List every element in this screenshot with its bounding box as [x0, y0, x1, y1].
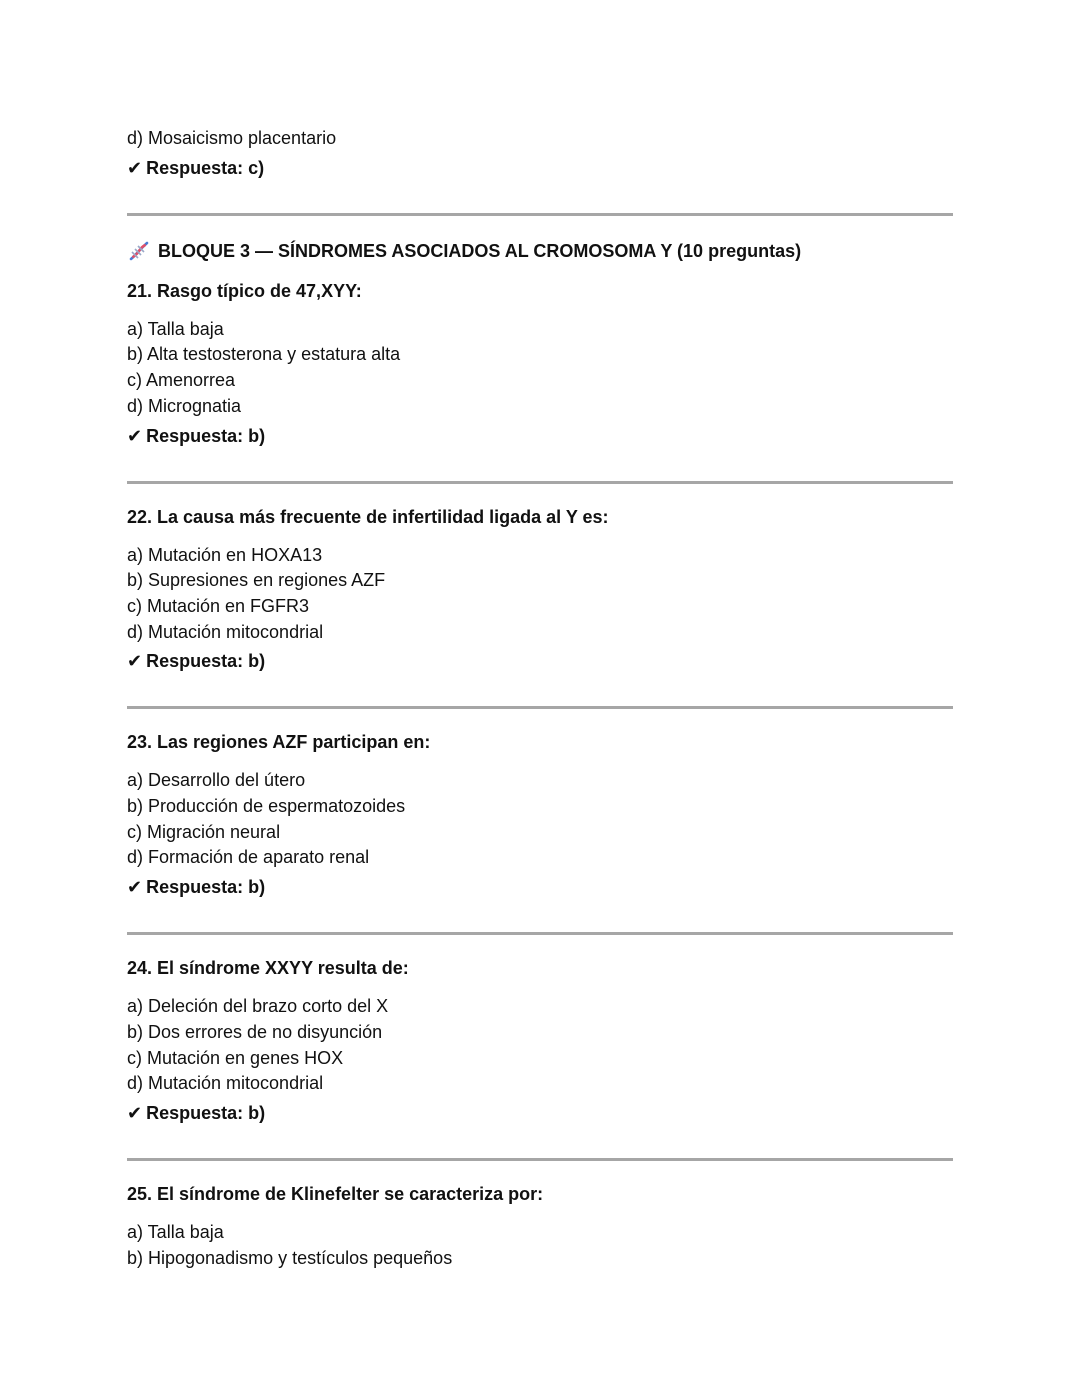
option-c: c) Amenorrea — [127, 370, 236, 391]
checkmark-icon: ✔ — [127, 877, 143, 899]
question-title: 24. El síndrome XXYY resulta de: — [127, 958, 409, 979]
option-b: b) Hipogonadismo y testículos pequeños — [127, 1247, 453, 1268]
question-options — [127, 1220, 953, 1271]
document-page — [127, 124, 953, 1271]
question-20-tail — [127, 126, 953, 183]
answer-line — [127, 873, 953, 902]
answer-line — [127, 1099, 953, 1128]
answer-line — [127, 422, 953, 451]
checkmark-icon: ✔ — [127, 651, 143, 673]
option-b: b) Producción de espermatozoides — [127, 796, 406, 817]
option-d: d) Mosaicismo placentario — [127, 128, 337, 148]
block-title: BLOQUE 3 — SÍNDROMES ASOCIADOS AL CROMOSOMA Y (10 preguntas) — [158, 240, 802, 261]
option-a: a) Talla baja — [127, 318, 224, 339]
option-c: c) Mutación en FGFR3 — [127, 595, 310, 616]
answer-text: Respuesta: b) — [146, 1102, 266, 1123]
option-c: c) Migración neural — [127, 821, 281, 842]
option-b: b) Supresiones en regiones AZF — [127, 570, 386, 591]
checkmark-icon: ✔ — [127, 425, 143, 447]
option-d: d) Mutación mitocondrial — [127, 1073, 324, 1094]
section-divider — [127, 706, 953, 709]
answer-line — [127, 647, 953, 676]
question-title: 25. El síndrome de Klinefelter se caracteriza por: — [127, 1183, 544, 1204]
answer-line — [127, 154, 953, 183]
question-title: 23. Las regiones AZF participan en: — [127, 732, 431, 753]
section-divider — [127, 481, 953, 484]
option-d: d) Micrognatia — [127, 395, 242, 416]
option-a: a) Talla baja — [127, 1221, 224, 1242]
question-options — [127, 994, 953, 1097]
question-options — [127, 543, 953, 646]
option-b: b) Alta testosterona y estatura alta — [127, 344, 401, 365]
option-a: a) Deleción del brazo corto del X — [127, 996, 389, 1017]
answer-text: Respuesta: b) — [146, 651, 266, 672]
answer-text: Respuesta: b) — [146, 425, 266, 446]
option-a: a) Desarrollo del útero — [127, 770, 306, 791]
section-divider — [127, 932, 953, 935]
section-divider — [127, 1158, 953, 1161]
section-divider — [127, 213, 953, 216]
question-options — [127, 317, 953, 420]
option-c: c) Mutación en genes HOX — [127, 1047, 344, 1068]
option-d: d) Mutación mitocondrial — [127, 621, 324, 642]
option-a: a) Mutación en HOXA13 — [127, 544, 323, 565]
block-heading — [127, 238, 953, 264]
checkmark-icon: ✔ — [127, 157, 143, 179]
dna-icon — [127, 239, 151, 263]
answer-text: Respuesta: c) — [146, 157, 265, 178]
question-title: 22. La causa más frecuente de infertilidad ligada al Y es: — [127, 506, 609, 527]
checkmark-icon: ✔ — [127, 1102, 143, 1124]
question-options — [127, 768, 953, 871]
answer-text: Respuesta: b) — [146, 877, 266, 898]
option-b: b) Dos errores de no disyunción — [127, 1021, 383, 1042]
question-title: 21. Rasgo típico de 47,XYY: — [127, 280, 362, 301]
option-d: d) Formación de aparato renal — [127, 847, 370, 868]
